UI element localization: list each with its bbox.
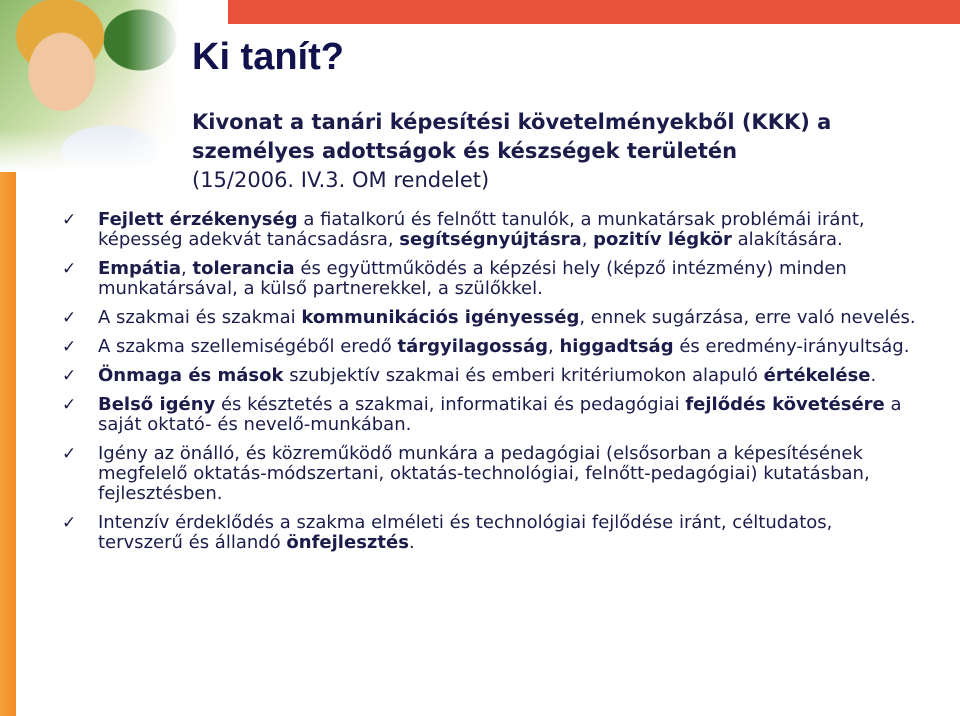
checkmark-icon: ✓: [62, 337, 77, 357]
subtitle: [192, 108, 932, 195]
list-item: [62, 308, 922, 328]
body-text: a saját oktató- és nevelő-munkában.: [98, 394, 902, 435]
emphasis-text: pozitív légkör: [593, 229, 732, 250]
emphasis-text: fejlődés követésére: [685, 394, 885, 415]
page-title: Ki tanít?: [192, 36, 344, 78]
body-text: , ennek sugárzása, erre való nevelés.: [579, 307, 916, 328]
emphasis-text: Belső igény: [98, 394, 216, 415]
body-text: .: [408, 532, 415, 553]
list-item: [62, 366, 922, 386]
emphasis-text: kommunikációs igényesség: [301, 307, 580, 328]
competency-list: [62, 210, 922, 562]
body-text: ,: [181, 258, 193, 279]
list-item: [62, 210, 922, 250]
emphasis-text: higgadtság: [559, 336, 674, 357]
top-accent-bar: [228, 0, 960, 24]
body-text: Intenzív érdeklődés a szakma elméleti és technológiai fejlődése iránt, céltudatos, tervszerű és állandó: [98, 512, 833, 553]
list-item: [62, 337, 922, 357]
body-text: alakítására.: [731, 229, 843, 250]
body-text: ,: [581, 229, 594, 250]
header-photo: [0, 0, 180, 172]
emphasis-text: Fejlett érzékenység: [98, 209, 298, 230]
emphasis-text: értékelése: [763, 365, 871, 386]
list-item: [62, 259, 922, 299]
body-text: A szakma szellemiségéből eredő: [98, 336, 398, 357]
emphasis-text: tolerancia: [192, 258, 295, 279]
checkmark-icon: ✓: [62, 366, 77, 386]
checkmark-icon: ✓: [62, 210, 77, 230]
left-accent-bar: [0, 166, 16, 716]
emphasis-text: segítségnyújtásra: [399, 229, 582, 250]
body-text: ,: [548, 336, 560, 357]
body-text: Igény az önálló, és közreműködő munkára a pedagógiai (elsősorban a képesítésének megfelelő oktatás-módszertani, oktatás-technológiai, felnőtt-pedagógiai) kutatásban, fejlesztésben.: [98, 443, 870, 504]
emphasis-text: önfejlesztés: [286, 532, 409, 553]
emphasis-text: Empátia: [98, 258, 182, 279]
body-text: .: [870, 365, 877, 386]
subtitle-bold: Kivonat a tanári képesítési követelményekből (KKK) a személyes adottságok és készségek területén: [192, 110, 832, 163]
list-item: [62, 444, 922, 504]
subtitle-decree: (15/2006. IV.3. OM rendelet): [192, 168, 490, 192]
checkmark-icon: ✓: [62, 259, 77, 279]
body-text: a fiatalkorú és felnőtt tanulók, a munkatársak problémái iránt, képesség adekvát tanácsadásra,: [98, 209, 865, 250]
list-item: [62, 513, 922, 553]
body-text: és együttműködés a képzési hely (képző intézmény) minden munkatársával, a külső partnerekkel, a szülőkkel.: [98, 258, 847, 299]
list-item: [62, 395, 922, 435]
body-text: és késztetés a szakmai, informatikai és pedagógiai: [215, 394, 686, 415]
checkmark-icon: ✓: [62, 395, 77, 415]
checkmark-icon: ✓: [62, 444, 77, 464]
emphasis-text: tárgyilagosság: [397, 336, 548, 357]
body-text: és eredmény-irányultság.: [673, 336, 910, 357]
checkmark-icon: ✓: [62, 308, 77, 328]
emphasis-text: Önmaga és mások: [98, 365, 284, 386]
checkmark-icon: ✓: [62, 513, 77, 533]
body-text: A szakmai és szakmai: [98, 307, 302, 328]
body-text: szubjektív szakmai és emberi kritériumokon alapuló: [283, 365, 764, 386]
